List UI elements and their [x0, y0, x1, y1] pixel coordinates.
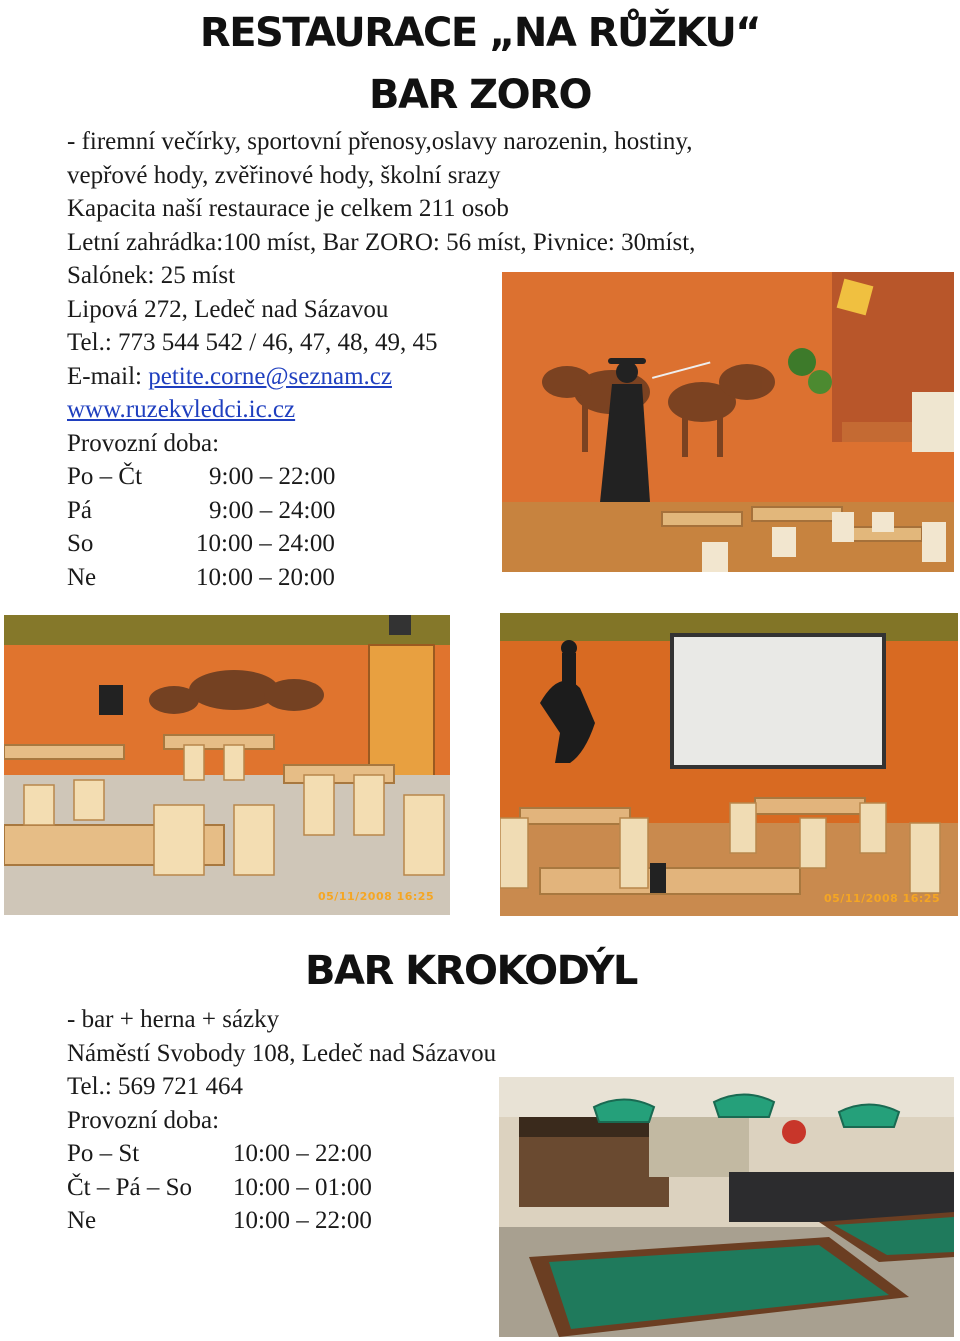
- info-line: vepřové hody, zvěřinové hody, školní srazy: [67, 161, 501, 189]
- page-title: RESTAURACE „NA RŮŽKU“: [199, 10, 761, 56]
- info-line: Salónek: 25 míst: [67, 262, 236, 289]
- hours-time: 9:00 – 24:00: [209, 496, 336, 524]
- hours-label: Provozní doba:: [67, 1106, 220, 1134]
- email-link[interactable]: petite.corne@seznam.cz: [148, 362, 392, 390]
- info-line: Kapacita naší restaurace je celkem 211 osob: [67, 195, 509, 222]
- hours-time: 10:00 – 01:00: [233, 1173, 372, 1201]
- website-link[interactable]: www.ruzekvledci.ic.cz: [67, 396, 296, 423]
- hours-day: Ne: [67, 1207, 97, 1234]
- phone-line: Tel.: 773 544 542 / 46, 47, 48, 49, 45: [67, 329, 438, 356]
- hours-day: Pá: [67, 496, 92, 524]
- hours-time: 10:00 – 24:00: [196, 530, 335, 557]
- info-line: - bar + herna + sázky: [67, 1006, 280, 1033]
- info-line: - firemní večírky, sportovní přenosy,oslavy narozenin, hostiny,: [67, 128, 693, 155]
- hours-time: 10:00 – 22:00: [233, 1140, 372, 1167]
- hours-time: 9:00 – 22:00: [209, 463, 336, 490]
- photo-timestamp: 05/11/2008 16:25: [318, 890, 435, 903]
- email-label: E-mail:: [67, 362, 149, 390]
- section-title-bar-zoro: BAR ZORO: [369, 72, 591, 118]
- photo-bar-zoro-mural: [502, 272, 954, 572]
- hours-time: 10:00 – 22:00: [233, 1207, 372, 1234]
- hours-label: Provozní doba:: [67, 429, 220, 457]
- hours-day: So: [67, 530, 94, 557]
- photo-timestamp: 05/11/2008 16:25: [824, 892, 941, 905]
- hours-day: Po – St: [67, 1140, 140, 1167]
- info-line: Letní zahrádka:100 míst, Bar ZORO: 56 míst, Pivnice: 30míst,: [67, 228, 696, 256]
- hours-day: Ne: [67, 563, 97, 591]
- hours-time: 10:00 – 20:00: [196, 563, 335, 591]
- phone-line: Tel.: 569 721 464: [67, 1073, 244, 1100]
- photo-dining-room: [4, 615, 450, 915]
- address-line: Náměstí Svobody 108, Ledeč nad Sázavou: [67, 1039, 497, 1067]
- hours-day: Čt – Pá – So: [67, 1173, 193, 1201]
- photo-projection-room: [500, 613, 958, 916]
- photo-billiards-room: [499, 1077, 954, 1337]
- address-line: Lipová 272, Ledeč nad Sázavou: [67, 295, 389, 323]
- section-title-bar-krokodyl: BAR KROKODÝL: [305, 948, 637, 994]
- hours-day: Po – Čt: [67, 463, 143, 490]
